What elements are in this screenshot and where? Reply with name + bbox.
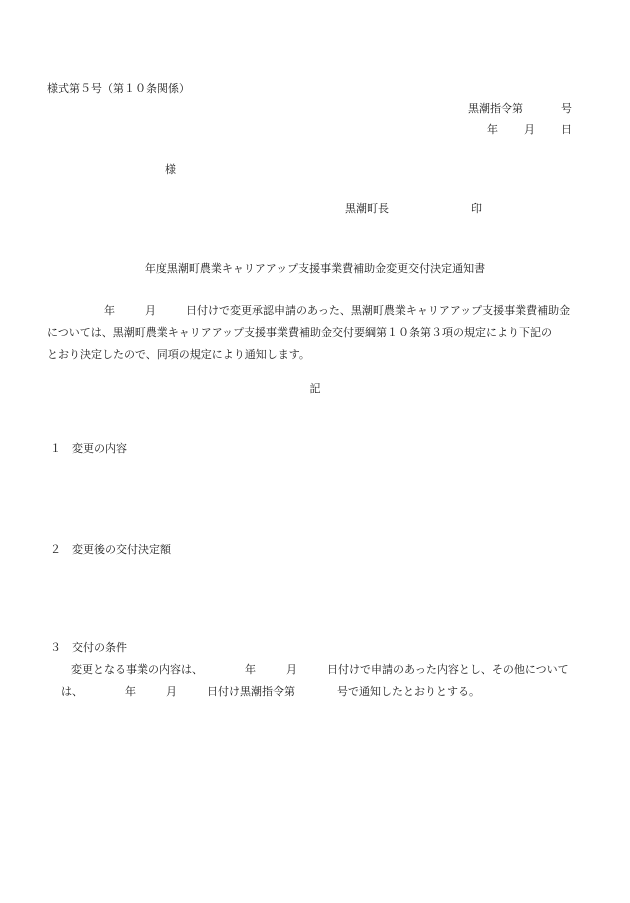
date-year: 年	[487, 123, 498, 136]
body-line-1	[47, 300, 587, 322]
notice-body	[47, 300, 587, 366]
body-month: 月	[145, 304, 156, 317]
item-3-line-2-b: 日付け黒潮指令第	[207, 685, 295, 698]
item-3-line-2-c: 号で通知したとおりとする。	[337, 685, 480, 698]
item-3-body	[47, 659, 592, 703]
item-3-line-2-month: 月	[166, 685, 177, 698]
document-title: 年度黒潮町農業キャリアアップ支援事業費補助金変更交付決定通知書	[144, 262, 486, 275]
item-3-year: 年	[245, 663, 256, 676]
issue-date	[487, 123, 572, 137]
issuer-name: 黒潮町長	[345, 202, 389, 215]
reference-number	[468, 102, 572, 116]
item-3-line-2	[47, 681, 592, 703]
ref-prefix: 黒潮指令第	[468, 102, 523, 115]
item-3-month: 月	[286, 663, 297, 676]
issuer	[345, 202, 482, 216]
date-day: 日	[561, 123, 572, 136]
item-3-line-2-year: 年	[125, 685, 136, 698]
ki-heading: 記	[309, 382, 321, 395]
seal-mark: 印	[471, 202, 482, 215]
item-3-line-2-a: は、	[61, 685, 83, 698]
item-3-line-1-b: 日付けで申請のあった内容とし、その他について	[327, 663, 569, 676]
addressee-honorific: 様	[165, 163, 176, 176]
item-3-heading: ３ 交付の条件	[50, 641, 127, 654]
body-line-2: については、黒潮町農業キャリアアップ支援事業費補助金交付要綱第１０条第３項の規定により下記の	[47, 326, 553, 339]
item-3-line-1-a: 変更となる事業の内容は、	[71, 663, 203, 676]
form-number: 様式第５号（第１０条関係）	[47, 82, 190, 95]
body-line-1-text: 日付けで変更承認申請のあった、黒潮町農業キャリアアップ支援事業費補助金	[186, 304, 571, 317]
body-line-3: とおり決定したので、同項の規定により通知します。	[47, 348, 310, 361]
body-year: 年	[104, 304, 115, 317]
item-1-heading: １ 変更の内容	[50, 442, 127, 455]
item-3-line-1	[47, 659, 592, 681]
item-2-heading: ２ 変更後の交付決定額	[50, 543, 171, 556]
date-month: 月	[524, 123, 535, 136]
ref-suffix: 号	[561, 102, 572, 115]
